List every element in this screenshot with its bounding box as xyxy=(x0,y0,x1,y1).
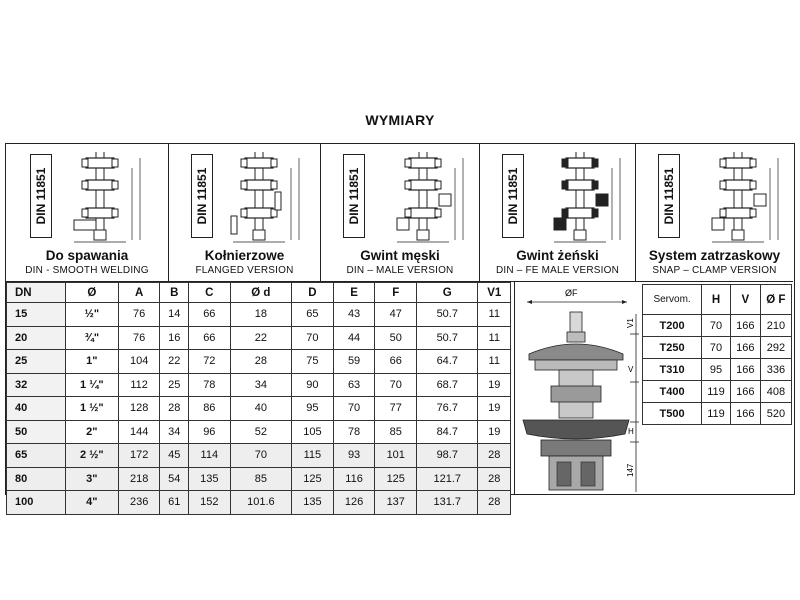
table-cell: 1" xyxy=(65,350,118,374)
table-cell: 115 xyxy=(292,444,334,468)
table-cell: 166 xyxy=(730,381,760,403)
variant-panel xyxy=(480,144,636,281)
table-cell: 50.7 xyxy=(417,303,478,327)
table-cell: T310 xyxy=(643,359,702,381)
table-cell: 34 xyxy=(160,420,189,444)
variant-panel xyxy=(636,144,793,281)
table-cell: 28 xyxy=(478,444,511,468)
table-row xyxy=(7,373,511,397)
column-header: Ø d xyxy=(230,283,291,303)
table-cell: 19 xyxy=(478,420,511,444)
table-cell: 65 xyxy=(7,444,66,468)
table-cell: 172 xyxy=(118,444,160,468)
table-cell: 93 xyxy=(333,444,375,468)
table-cell: 166 xyxy=(730,315,760,337)
table-cell: 336 xyxy=(760,359,791,381)
table-row xyxy=(7,326,511,350)
column-header: V xyxy=(730,285,760,315)
din-label-box xyxy=(502,154,524,238)
table-cell: 131.7 xyxy=(417,491,478,515)
table-cell: 101.6 xyxy=(230,491,291,515)
table-cell: 75 xyxy=(292,350,334,374)
table-row xyxy=(7,444,511,468)
table-cell: 78 xyxy=(333,420,375,444)
variant-name: Gwint męski xyxy=(360,248,440,263)
table-cell: 47 xyxy=(375,303,417,327)
table-cell: 22 xyxy=(230,326,291,350)
table-cell: 166 xyxy=(730,337,760,359)
table-row xyxy=(643,381,792,403)
table-row xyxy=(643,337,792,359)
table-cell: 11 xyxy=(478,350,511,374)
table-cell: 119 xyxy=(702,403,731,425)
table-cell: 218 xyxy=(118,467,160,491)
table-cell: 34 xyxy=(230,373,291,397)
table-cell: 137 xyxy=(375,491,417,515)
table-cell: 101 xyxy=(375,444,417,468)
table-cell: 70 xyxy=(702,315,731,337)
table-row xyxy=(643,403,792,425)
table-cell: T200 xyxy=(643,315,702,337)
table-cell: 19 xyxy=(478,373,511,397)
table-cell: 18 xyxy=(230,303,291,327)
table-cell: 40 xyxy=(230,397,291,421)
table-cell: 43 xyxy=(333,303,375,327)
table-cell: 50 xyxy=(7,420,66,444)
table-cell: 105 xyxy=(292,420,334,444)
actuator-drawing xyxy=(514,282,641,494)
table-cell: 22 xyxy=(160,350,189,374)
din-label-box xyxy=(658,154,680,238)
valve-diagram xyxy=(70,148,150,251)
table-cell: 70 xyxy=(292,326,334,350)
table-cell: 63 xyxy=(333,373,375,397)
table-cell: 78 xyxy=(188,373,230,397)
table-cell: 11 xyxy=(478,303,511,327)
table-cell: 95 xyxy=(292,397,334,421)
table-cell: 70 xyxy=(333,397,375,421)
table-cell: 19 xyxy=(478,397,511,421)
table-cell: 1 ¼" xyxy=(65,373,118,397)
table-cell: 50 xyxy=(375,326,417,350)
variant-subtitle: DIN - SMOOTH WELDING xyxy=(25,265,149,276)
table-cell: 96 xyxy=(188,420,230,444)
table-cell: 68.7 xyxy=(417,373,478,397)
table-row xyxy=(7,350,511,374)
table-cell: 59 xyxy=(333,350,375,374)
table-row xyxy=(643,359,792,381)
table-cell: 119 xyxy=(702,381,731,403)
label-147: 147 xyxy=(626,463,635,477)
din-label: DIN 11851 xyxy=(347,167,361,225)
table-cell: 64.7 xyxy=(417,350,478,374)
label-v: V xyxy=(628,365,634,374)
table-cell: 70 xyxy=(375,373,417,397)
table-cell: 166 xyxy=(730,403,760,425)
table-cell: 121.7 xyxy=(417,467,478,491)
valve-diagram xyxy=(708,148,788,251)
table-cell: 104 xyxy=(118,350,160,374)
table-cell: 95 xyxy=(702,359,731,381)
variant-subtitle: SNAP – CLAMP VERSION xyxy=(652,265,777,276)
din-label-box xyxy=(343,154,365,238)
table-cell: 25 xyxy=(160,373,189,397)
column-header: B xyxy=(160,283,189,303)
variant-panel xyxy=(321,144,480,281)
table-cell: 90 xyxy=(292,373,334,397)
table-cell: 1 ½" xyxy=(65,397,118,421)
table-cell: 70 xyxy=(702,337,731,359)
table-cell: 116 xyxy=(333,467,375,491)
variant-subtitle: DIN – MALE VERSION xyxy=(346,265,454,276)
table-row xyxy=(7,467,511,491)
table-cell: 72 xyxy=(188,350,230,374)
table-cell: 11 xyxy=(478,326,511,350)
table-cell: ¾" xyxy=(65,326,118,350)
table-cell: 2 ½" xyxy=(65,444,118,468)
table-cell: 25 xyxy=(7,350,66,374)
table-cell: 20 xyxy=(7,326,66,350)
variant-name: Kołnierzowe xyxy=(204,248,285,263)
table-row xyxy=(7,420,511,444)
table-cell: 28 xyxy=(230,350,291,374)
table-cell: 125 xyxy=(292,467,334,491)
column-header: C xyxy=(188,283,230,303)
actuator-diagram xyxy=(515,282,642,494)
variant-subtitle: DIN – FE MALE VERSION xyxy=(495,265,620,276)
column-header: E xyxy=(333,283,375,303)
table-cell: 2" xyxy=(65,420,118,444)
column-header: G xyxy=(417,283,478,303)
table-cell: 44 xyxy=(333,326,375,350)
din-label: DIN 11851 xyxy=(34,167,48,225)
table-row xyxy=(7,397,511,421)
din-label: DIN 11851 xyxy=(662,167,676,225)
table-cell: 61 xyxy=(160,491,189,515)
table-cell: 76 xyxy=(118,303,160,327)
servo-table xyxy=(642,284,792,425)
table-cell: 98.7 xyxy=(417,444,478,468)
variant-panel xyxy=(169,144,321,281)
table-cell: 65 xyxy=(292,303,334,327)
table-cell: 76 xyxy=(118,326,160,350)
table-cell: 80 xyxy=(7,467,66,491)
column-header: Ø xyxy=(65,283,118,303)
table-cell: 210 xyxy=(760,315,791,337)
dimension-sheet xyxy=(5,143,795,509)
table-cell: T400 xyxy=(643,381,702,403)
table-cell: 292 xyxy=(760,337,791,359)
table-row xyxy=(7,491,511,515)
table-cell: 52 xyxy=(230,420,291,444)
table-cell: T500 xyxy=(643,403,702,425)
table-cell: ½" xyxy=(65,303,118,327)
label-f: ØF xyxy=(565,288,578,298)
variant-header xyxy=(6,144,793,281)
variant-name: System zatrzaskowy xyxy=(648,248,781,263)
table-cell: 16 xyxy=(160,326,189,350)
table-cell: 520 xyxy=(760,403,791,425)
table-cell: 28 xyxy=(478,491,511,515)
column-header: D xyxy=(292,283,334,303)
table-cell: 114 xyxy=(188,444,230,468)
table-cell: 66 xyxy=(375,350,417,374)
table-cell: 236 xyxy=(118,491,160,515)
table-cell: 77 xyxy=(375,397,417,421)
column-header: Ø F xyxy=(760,285,791,315)
column-header: DN xyxy=(7,283,66,303)
table-cell: 45 xyxy=(160,444,189,468)
table-cell: 66 xyxy=(188,326,230,350)
column-header: V1 xyxy=(478,283,511,303)
valve-diagram xyxy=(550,148,630,251)
page-title: WYMIARY xyxy=(365,112,435,128)
table-cell: 84.7 xyxy=(417,420,478,444)
variant-panel xyxy=(6,144,169,281)
variant-subtitle: FLANGED VERSION xyxy=(195,265,294,276)
table-cell: 128 xyxy=(118,397,160,421)
table-cell: 40 xyxy=(7,397,66,421)
dimensions-table xyxy=(6,282,511,515)
table-cell: 54 xyxy=(160,467,189,491)
table-cell: 152 xyxy=(188,491,230,515)
table-cell: 76.7 xyxy=(417,397,478,421)
table-cell: 125 xyxy=(375,467,417,491)
column-header: A xyxy=(118,283,160,303)
din-label-box xyxy=(30,154,52,238)
table-cell: 86 xyxy=(188,397,230,421)
table-cell: 408 xyxy=(760,381,791,403)
table-row xyxy=(7,303,511,327)
din-label-box xyxy=(191,154,213,238)
variant-name: Gwint żeński xyxy=(516,248,599,263)
servo-header-row xyxy=(643,285,792,315)
table-cell: 85 xyxy=(230,467,291,491)
din-label: DIN 11851 xyxy=(195,167,209,225)
table-cell: 28 xyxy=(160,397,189,421)
variant-name: Do spawania xyxy=(45,248,129,263)
table-cell: 166 xyxy=(730,359,760,381)
label-v1: V1 xyxy=(626,318,635,328)
column-header: Servom. xyxy=(643,285,702,315)
valve-diagram xyxy=(229,148,309,251)
column-header: F xyxy=(375,283,417,303)
table-cell: 70 xyxy=(230,444,291,468)
table-row xyxy=(643,315,792,337)
table-cell: 144 xyxy=(118,420,160,444)
dimensions-header-row xyxy=(7,283,511,303)
table-cell: 100 xyxy=(7,491,66,515)
table-cell: 66 xyxy=(188,303,230,327)
column-header: H xyxy=(702,285,731,315)
din-label: DIN 11851 xyxy=(506,167,520,225)
table-cell: 126 xyxy=(333,491,375,515)
table-cell: 112 xyxy=(118,373,160,397)
table-cell: 14 xyxy=(160,303,189,327)
table-cell: 3" xyxy=(65,467,118,491)
table-cell: 135 xyxy=(188,467,230,491)
table-cell: 4" xyxy=(65,491,118,515)
label-h: H xyxy=(628,427,634,436)
table-cell: 135 xyxy=(292,491,334,515)
table-cell: 85 xyxy=(375,420,417,444)
table-cell: 28 xyxy=(478,467,511,491)
table-cell: 50.7 xyxy=(417,326,478,350)
table-cell: T250 xyxy=(643,337,702,359)
table-cell: 15 xyxy=(7,303,66,327)
table-cell: 32 xyxy=(7,373,66,397)
valve-diagram xyxy=(393,148,473,251)
